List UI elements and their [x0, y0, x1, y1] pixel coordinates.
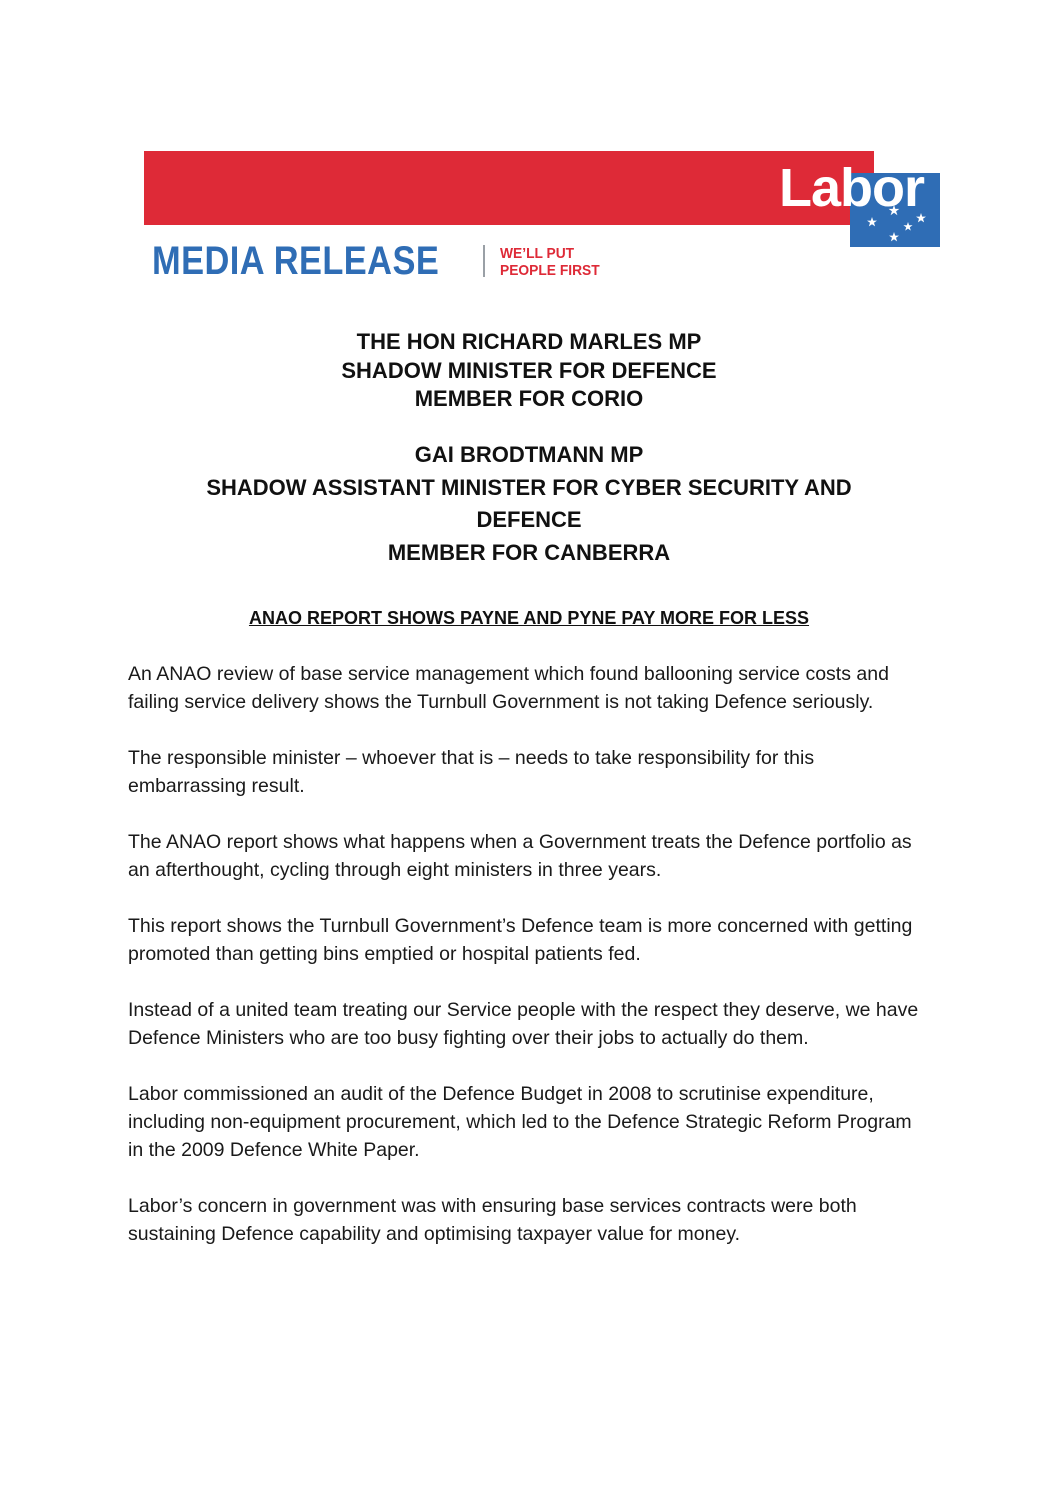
- body-paragraph: Labor commissioned an audit of the Defence Budget in 2008 to scrutinise expenditure, including non-equipment procurement, which led to the Defence Strategic Reform Program in the 2009 Defence White Paper.: [128, 1083, 912, 1161]
- minister-name: THE HON RICHARD MARLES MP: [356, 329, 702, 354]
- body-paragraph: An ANAO review of base service management which found ballooning service costs and failing service delivery shows the Turnbull Government is not taking Defence seriously.: [128, 663, 889, 713]
- media-release-banner: [144, 151, 940, 283]
- body-paragraph: The responsible minister – whoever that is – needs to take responsibility for this embarrassing result.: [128, 747, 815, 797]
- labor-logo-text: Labor: [778, 158, 924, 218]
- body-paragraph: Instead of a united team treating our Service people with the respect they deserve, we have Defence Ministers who are too busy fighting over their jobs to actually do them.: [128, 999, 919, 1049]
- banner-tagline: [500, 245, 600, 279]
- body-paragraph: This report shows the Turnbull Government’s Defence team is more concerned with getting promoted than getting bins emptied or hospital patients fed.: [128, 915, 913, 965]
- release-headline: ANAO REPORT SHOWS PAYNE AND PYNE PAY MORE FOR LESS: [248, 608, 810, 628]
- minister-block-brodtmann: [130, 441, 928, 567]
- minister-electorate: MEMBER FOR CANBERRA: [387, 539, 671, 565]
- tagline-line-2: PEOPLE FIRST: [500, 262, 600, 279]
- tagline-line-1: WE’LL PUT: [500, 245, 575, 262]
- minister-name: GAI BRODTMANN MP: [414, 442, 644, 467]
- minister-role: SHADOW MINISTER FOR DEFENCE: [341, 357, 717, 383]
- banner-divider: [483, 245, 485, 277]
- minister-electorate: MEMBER FOR CORIO: [414, 386, 644, 411]
- minister-block-marles: [130, 328, 928, 414]
- media-release-title: MEDIA RELEASE: [152, 239, 440, 283]
- banner-red-bar: [144, 151, 874, 225]
- body-paragraph: Labor’s concern in government was with ensuring base services contracts were both sustaining Defence capability and optimising taxpayer value for money.: [128, 1195, 857, 1245]
- body-paragraph: The ANAO report shows what happens when a Government treats the Defence portfolio as an afterthought, cycling through eight ministers in three years.: [128, 831, 912, 881]
- minister-role-line-2: DEFENCE: [476, 507, 582, 532]
- minister-role-line-1: SHADOW ASSISTANT MINISTER FOR CYBER SECURITY AND: [206, 474, 852, 500]
- release-body: [128, 660, 928, 1276]
